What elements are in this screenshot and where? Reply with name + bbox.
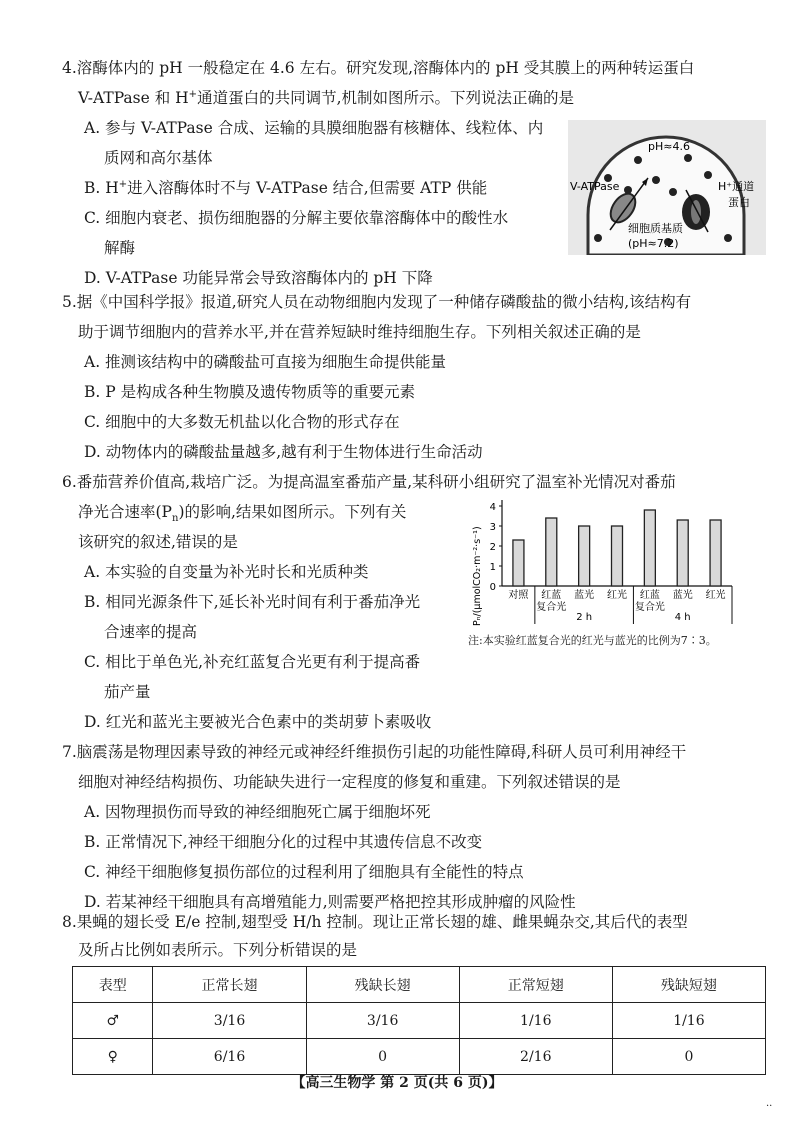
q8-stem-line2: 及所占比例如表所示。下列分析错误的是 xyxy=(78,941,358,959)
q5-stem-line1: 5.据《中国科学报》报道,研究人员在动物细胞内发现了一种储存磷酸盐的微小结构,该结构有 xyxy=(62,293,692,311)
table-header-cell: 残缺短翅 xyxy=(612,967,765,1003)
table-cell: 3/16 xyxy=(153,1003,306,1039)
q7-stem-line1: 7.脑震荡是物理因素导致的神经元或神经纤维损伤引起的功能性障碍,科研人员可利用神经干 xyxy=(62,743,687,761)
q7-stem-line2: 细胞对神经结构损伤、功能缺失进行一定程度的修复和重建。下列叙述错误的是 xyxy=(78,773,621,791)
table-header-row xyxy=(73,967,766,1003)
q5-option-b: B. P 是构成各种生物膜及遗传物质等的重要元素 xyxy=(84,383,416,401)
q4-option-c-cont: 解酶 xyxy=(104,239,136,257)
net-photosynthesis-chart xyxy=(468,494,738,644)
q6-option-d: D. 红光和蓝光主要被光合色素中的类胡萝卜素吸收 xyxy=(84,713,432,731)
q5-option-c: C. 细胞中的大多数无机盐以化合物的形式存在 xyxy=(84,413,400,431)
x-tick-label: 蓝光 xyxy=(574,590,595,601)
x-tick-label-line2: 复合光 xyxy=(536,602,567,613)
group-label: 2 h xyxy=(576,612,593,623)
table-header-cell: 残缺长翅 xyxy=(306,967,459,1003)
table-cell: 0 xyxy=(612,1039,765,1075)
y-tick-label: 1 xyxy=(489,562,496,573)
q7-option-c: C. 神经干细胞修复损伤部位的过程利用了细胞具有全能性的特点 xyxy=(84,863,524,881)
table-row xyxy=(73,1039,766,1075)
q6-option-c-cont: 茄产量 xyxy=(104,683,151,701)
table-cell: 1/16 xyxy=(612,1003,765,1039)
q4-option-a: A. 参与 V-ATPase 合成、运输的具膜细胞器有核糖体、线粒体、内 xyxy=(84,119,544,137)
footer-subject: 高三生物学 xyxy=(305,1075,376,1091)
v-atpase-label: V-ATPase xyxy=(570,180,620,193)
q6-option-b: B. 相同光源条件下,延长补光时间有利于番茄净光 xyxy=(84,593,421,611)
table-header-cell: 正常短翅 xyxy=(459,967,612,1003)
h-channel-label: H⁺通道 xyxy=(718,180,755,193)
q6-stem-line2: 净光合速率$(P_n)$的影响,结果如图所示。下列有关 xyxy=(78,503,407,525)
bar xyxy=(579,526,590,586)
y-tick-label: 3 xyxy=(489,522,496,533)
q4-option-a-cont: 质网和高尔基体 xyxy=(104,149,213,167)
q7-option-b: B. 正常情况下,神经干细胞分化的过程中其遗传信息不改变 xyxy=(84,833,483,851)
table-row xyxy=(73,1003,766,1039)
group-label: 4 h xyxy=(674,612,691,623)
bar xyxy=(677,520,688,586)
x-tick-label: 对照 xyxy=(508,590,529,601)
table-header-cell: 正常长翅 xyxy=(153,967,306,1003)
table-cell: ♀ xyxy=(73,1039,153,1075)
bar xyxy=(546,518,557,586)
q6-stem-line3: 该研究的叙述,错误的是 xyxy=(78,533,238,551)
x-tick-label: 红蓝 xyxy=(541,590,562,601)
h-channel-label-2: 蛋白 xyxy=(728,196,750,209)
q7-option-d: D. 若某神经干细胞具有高增殖能力,则需要严格把控其形成肿瘤的风险性 xyxy=(84,893,576,911)
q4-option-b: B. H+进入溶酶体时不与 V-ATPase 结合,但需要 ATP 供能 xyxy=(84,178,488,197)
table-cell: 0 xyxy=(306,1039,459,1075)
cytosol-label: 细胞质基质 xyxy=(628,222,683,235)
table-cell: ♂ xyxy=(73,1003,153,1039)
q4-stem-line2: V-ATPase 和 H+通道蛋白的共同调节,机制如图所示。下列说法正确的是 xyxy=(78,88,574,107)
q4-option-d: D. V-ATPase 功能异常会导致溶酶体内的 pH 下降 xyxy=(84,269,433,287)
q6-stem-line1: 6.番茄营养价值高,栽培广泛。为提高温室番茄产量,某科研小组研究了温室补光情况对番茄 xyxy=(62,473,676,491)
q4-stem-line1: 4.溶酶体内的 pH 一般稳定在 4.6 左右。研究发现,溶酶体内的 pH 受其膜上的两种转运蛋白 xyxy=(62,59,695,77)
table-header-cell: 表型 xyxy=(73,967,153,1003)
phenotype-table xyxy=(72,966,766,1075)
q8-stem-line1: 8.果蝇的翅长受 E/e 控制,翅型受 H/h 控制。现让正常长翅的雄、雌果蝇杂交,其后代的表型 xyxy=(62,913,688,931)
x-tick-label: 蓝光 xyxy=(672,590,693,601)
y-axis-label: Pₙ/(μmolCO₂·m⁻²·s⁻¹) xyxy=(472,526,483,626)
table-cell: 2/16 xyxy=(459,1039,612,1075)
y-tick-label: 2 xyxy=(489,542,496,553)
x-tick-label: 红光 xyxy=(607,590,627,601)
q6-option-c: C. 相比于单色光,补充红蓝复合光更有利于提高番 xyxy=(84,653,421,671)
table-cell: 6/16 xyxy=(153,1039,306,1075)
corner-mark: .. xyxy=(766,1098,773,1109)
q4-option-c: C. 细胞内衰老、损伤细胞器的分解主要依靠溶酶体中的酸性水 xyxy=(84,209,509,227)
bar xyxy=(612,526,623,586)
cytosol-ph-label: (pH≈7.2) xyxy=(628,237,679,250)
bar xyxy=(710,520,721,586)
lysosome-figure xyxy=(568,120,766,255)
y-tick-label: 4 xyxy=(489,502,496,513)
table-cell: 1/16 xyxy=(459,1003,612,1039)
y-tick-label: 0 xyxy=(489,582,496,593)
q5-option-a: A. 推测该结构中的磷酸盐可直接为细胞生命提供能量 xyxy=(84,353,447,371)
q7-option-a: A. 因物理损伤而导致的神经细胞死亡属于细胞坏死 xyxy=(84,803,431,821)
x-tick-label: 红光 xyxy=(705,590,726,601)
bar xyxy=(513,540,524,586)
chart-note: 注:本实验红蓝复合光的红光与蓝光的比例为7∶3。 xyxy=(468,634,717,647)
ph-inside-label: pH≈4.6 xyxy=(648,140,690,153)
q6-option-b-cont: 合速率的提高 xyxy=(104,623,198,641)
x-tick-label-line2: 复合光 xyxy=(634,602,665,613)
table-cell: 3/16 xyxy=(306,1003,459,1039)
q6-option-a: A. 本实验的自变量为补光时长和光质种类 xyxy=(84,563,369,581)
page-footer: 【高三生物学 第 2 页(共 6 页)】 xyxy=(291,1075,503,1091)
q5-stem-line2: 助于调节细胞内的营养水平,并在营养短缺时维持细胞生存。下列相关叙述正确的是 xyxy=(78,323,641,341)
x-tick-label: 红蓝 xyxy=(639,590,660,601)
q5-option-d: D. 动物体内的磷酸盐量越多,越有利于生物体进行生命活动 xyxy=(84,443,483,461)
bar xyxy=(644,510,655,586)
